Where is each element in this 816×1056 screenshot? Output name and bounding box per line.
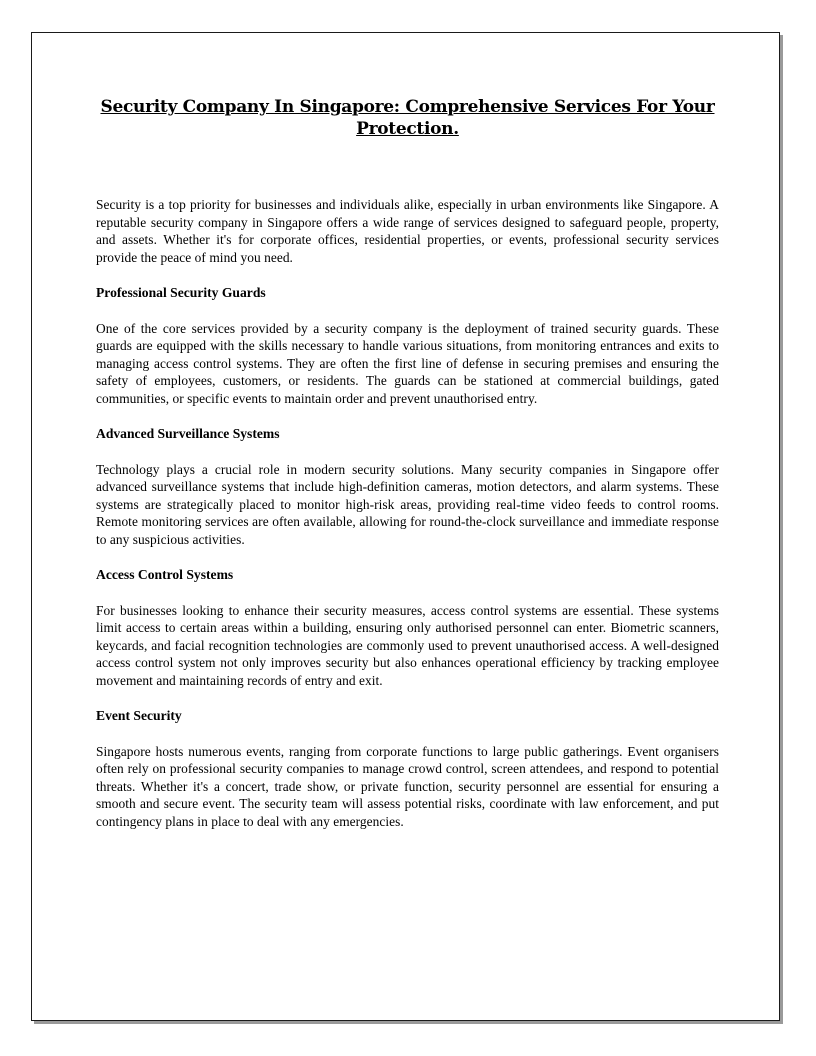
document-title: Security Company In Singapore: Comprehensive Services For Your Protection.: [100, 97, 715, 139]
section-body-security-guards: One of the core services provided by a security company is the deployment of trained security guards. These guards are equipped with the skills necessary to handle various situations, from monitoring entrances and exits to managing access control systems. They are often the first line of defense in securing premises and ensuring the safety of employees, customers, or residents. The guards can be stationed at commercial buildings, gated communities, or specific events to maintain order and prevent unauthorised entry.: [96, 320, 719, 406]
section-body-surveillance: Technology plays a crucial role in modern security solutions. Many security companies in Singapore offer advanced surveillance systems that include high-definition cameras, motion detectors, and alarm systems. These systems are strategically placed to monitor high-risk areas, providing real-time video feeds to control rooms. Remote monitoring services are often available, allowing for round-the-clock surveillance and immediate response to any suspicious activities.: [96, 461, 719, 547]
section-heading-security-guards: Professional Security Guards: [96, 285, 266, 300]
section-body-event-security: Singapore hosts numerous events, ranging from corporate functions to large public gatherings. Event organisers often rely on professional security companies to manage crowd control, screen attendees, and respond to potential threats. Whether it's a concert, trade show, or private function, security personnel are essential for ensuring a smooth and secure event. The security team will assess potential risks, coordinate with law enforcement, and put contingency plans in place to deal with any emergencies.: [96, 743, 719, 829]
section-body-access-control: For businesses looking to enhance their security measures, access control systems are essential. These systems limit access to certain areas within a building, ensuring only authorised personnel can enter. Biometric scanners, keycards, and facial recognition technologies are commonly used to prevent unauthorised access. A well-designed access control system not only improves security but also enhances operational efficiency by tracking employee movement and maintaining records of entry and exit.: [96, 602, 719, 688]
intro-paragraph: Security is a top priority for businesses and individuals alike, especially in urban environments like Singapore. A reputable security company in Singapore offers a wide range of services designed to safeguard people, property, and assets. Whether it's for corporate offices, residential properties, or events, professional security services provide the peace of mind you need.: [96, 197, 719, 265]
title-spacer: [96, 140, 719, 196]
section-heading-event-security: Event Security: [96, 708, 182, 723]
document-content: [96, 96, 719, 848]
section-heading-access-control: Access Control Systems: [96, 567, 234, 582]
section-heading-surveillance: Advanced Surveillance Systems: [96, 426, 280, 441]
